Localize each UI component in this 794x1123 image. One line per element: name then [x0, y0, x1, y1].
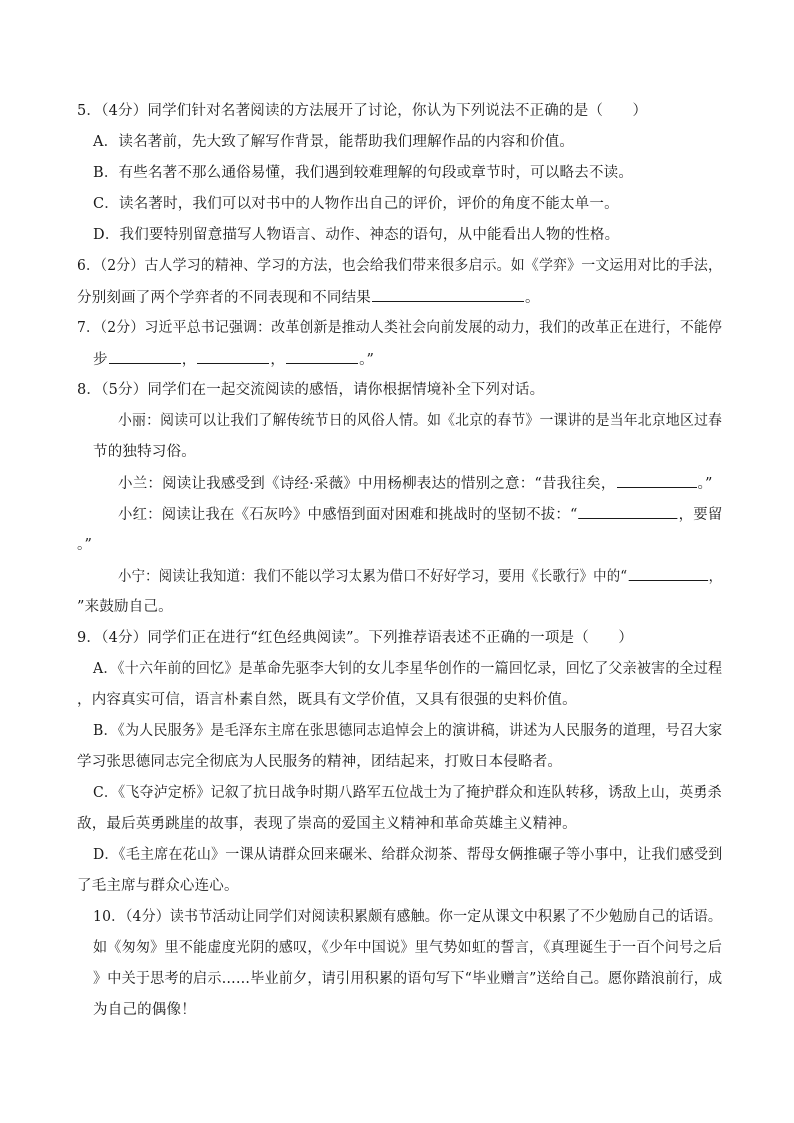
- q7-text-end: 。”: [359, 352, 375, 368]
- q9-option-b-line2: 学习张思德同志完全彻底为人民服务的精神，团结起来，打败日本侵略者。: [77, 754, 563, 770]
- q6-text-before: 分别刻画了两个学弈者的不同表现和不同结果: [77, 290, 371, 306]
- q8-xiaolan-text-before: 小兰：阅读让我感受到《诗经·采薇》中用杨柳表达的惜别之意：“昔我往矣，: [118, 476, 616, 492]
- q7-answer-blank-2[interactable]: [197, 349, 269, 364]
- q7-stem-line2: [93, 349, 374, 370]
- q8-xiaoning-line2: ”来鼓励自己。: [77, 599, 173, 615]
- q7-separator-1: ，: [181, 352, 197, 368]
- q7-answer-blank-1[interactable]: [109, 349, 181, 364]
- q8-xiaolan-line: [118, 473, 713, 494]
- q8-stem: 8．（5分）同学们在一起交流阅读的感悟，请你根据情境补全下列对话。: [77, 382, 545, 398]
- q8-xiaohong-line2: 。”: [77, 537, 93, 553]
- q10-stem-line4: 为自己的偶像！: [93, 1002, 196, 1018]
- q9-option-a-line2: ，内容真实可信，语言朴素自然，既具有文学价值，又具有很强的史料价值。: [77, 692, 577, 708]
- q6-stem-line1: 6．（2分）古人学习的精神、学习的方法，也会给我们带来很多启示。如《学弈》一文运用对比的手法，: [77, 258, 723, 274]
- q7-separator-2: ，: [270, 352, 286, 368]
- q8-xiaoli-line2: 节的独特习俗。: [93, 444, 196, 460]
- q9-option-a-line1: A．《十六年前的回忆》是革命先驱李大钊的女儿李星华创作的一篇回忆录，回忆了父亲被害的全过程: [93, 661, 723, 677]
- q5-option-b: B．有些名著不那么通俗易懂，我们遇到较难理解的句段或章节时，可以略去不读。: [93, 165, 634, 181]
- q8-xiaoning-answer-blank[interactable]: [628, 566, 707, 581]
- q8-xiaoli-line1: 小丽：阅读可以让我们了解传统节日的风俗人情。如《北京的春节》一课讲的是当年北京地区过春: [118, 413, 723, 429]
- q7-text-start: 步: [93, 352, 108, 368]
- q6-text-after: 。: [525, 290, 540, 306]
- q8-xiaohong-line1: [118, 504, 722, 525]
- q10-stem-line2: 如《匆匆》里不能虚度光阴的感叹，《少年中国说》里气势如虹的誓言，《真理诞生于一百个问号之后: [93, 940, 723, 956]
- q9-option-c-line1: C．《飞夺泸定桥》记叙了抗日战争时期八路军五位战士为了掩护群众和连队转移，诱敌上山，英勇杀: [93, 785, 722, 801]
- q10-stem-line1: 10．（4分）读书节活动让同学们对阅读积累颇有感触。你一定从课文中积累了不少勉励自己的话语。: [93, 909, 723, 925]
- q5-option-c: C．读名著时，我们可以对书中的人物作出自己的评价，评价的角度不能太单一。: [93, 196, 619, 212]
- q8-xiaoning-text-after: ，: [708, 569, 723, 585]
- q9-option-d-line1: D．《毛主席在花山》一课从请群众回来碾米、给群众沏茶、帮母女俩推碾子等小事中，让我们感受到: [93, 847, 723, 863]
- q9-option-b-line1: B．《为人民服务》是毛泽东主席在张思德同志追悼会上的演讲稿，讲述为人民服务的道理，号召大家: [93, 723, 723, 739]
- q8-xiaohong-answer-blank[interactable]: [579, 504, 678, 519]
- q9-option-d-line2: 了毛主席与群众心连心。: [77, 878, 239, 894]
- q7-stem-line1: 7．（2分）习近平总书记强调：改革创新是推动人类社会向前发展的动力，我们的改革正在进行，不能停: [77, 320, 723, 336]
- q8-xiaoning-text-before: 小宁：阅读让我知道：我们不能以学习太累为借口不好好学习，要用《长歌行》中的“: [118, 569, 628, 585]
- q8-xiaoning-line1: [118, 566, 722, 587]
- q6-answer-blank[interactable]: [372, 287, 524, 302]
- q5-option-d: D．我们要特别留意描写人物语言、动作、神态的语句，从中能看出人物的性格。: [93, 227, 620, 243]
- q8-xiaolan-answer-blank[interactable]: [617, 473, 697, 488]
- q9-stem: 9．（4分）同学们正在进行“红色经典阅读”。下列推荐语表述不正确的一项是（ ）: [77, 630, 634, 646]
- q8-xiaolan-text-after: 。”: [697, 476, 713, 492]
- q10-stem-line3: 》中关于思考的启示……毕业前夕，请引用积累的语句写下“毕业赠言”送给自己。愿你踏浪前行，成: [93, 971, 723, 987]
- q8-xiaohong-text-after: ，要留: [678, 507, 723, 523]
- q8-xiaohong-text-before: 小红：阅读让我在《石灰吟》中感悟到面对困难和挑战时的坚韧不拔：“: [118, 507, 578, 523]
- q5-stem: 5．（4分）同学们针对名著阅读的方法展开了讨论，你认为下列说法不正确的是（ ）: [77, 103, 648, 119]
- q5-option-a: A．读名著前，先大致了解写作背景，能帮助我们理解作品的内容和价值。: [93, 134, 575, 150]
- q7-answer-blank-3[interactable]: [286, 349, 358, 364]
- q6-stem-line2: [77, 287, 540, 308]
- q9-option-c-line2: 敌，最后英勇跳崖的故事，表现了崇高的爱国主义精神和革命英雄主义精神。: [77, 816, 577, 832]
